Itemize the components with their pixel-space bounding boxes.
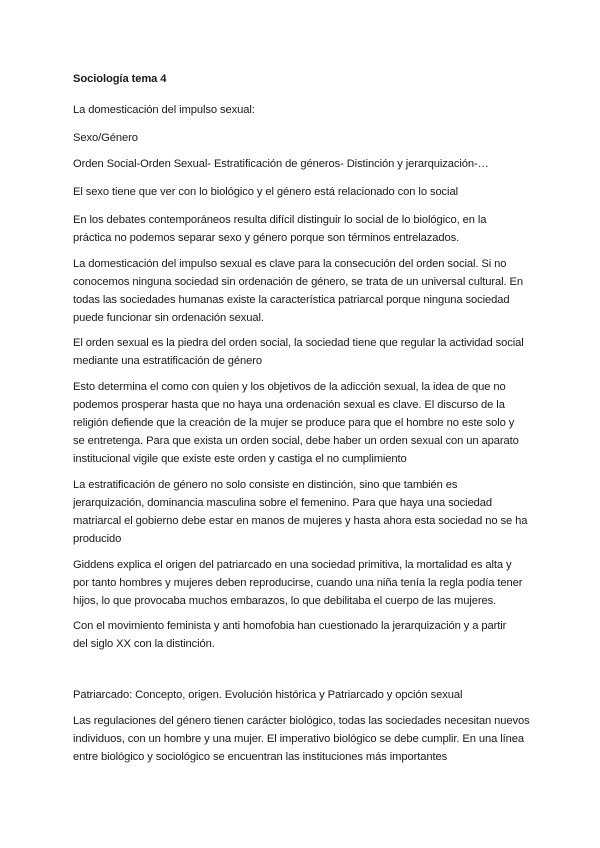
text-line: hijos, lo que provocaba muchos embarazos, lo que debilitaba el cuerpo de las mujeres. — [73, 595, 497, 607]
text-line: religión defiende que la creación de la mujer se produce para que el hombre no este solo y — [73, 417, 515, 429]
text-line: En los debates contemporáneos resulta difícil distinguir lo social de lo biológico, en la — [73, 214, 487, 226]
text-line: conocemos ninguna sociedad sin ordenación de género, se trata de un universal cultural. En — [73, 276, 523, 288]
text-line: entre biológico y sociológico se encuentran las instituciones más importantes — [73, 751, 448, 763]
text-line: institucional vigile que existe este orden y castiga el no cumplimiento — [73, 453, 407, 465]
paragraph-social-order: Orden Social-Orden Sexual- Estratificación de géneros- Distinción y jerarquización-… — [73, 158, 489, 170]
document-title: Sociología tema 4 — [73, 73, 167, 85]
text-line: todas las sociedades humanas existe la característica patriarcal porque ninguna sociedad — [73, 294, 510, 306]
heading-sex-gender: Sexo/Género — [73, 132, 138, 144]
text-line: matriarcal el gobierno debe estar en manos de mujeres y hasta ahora esta sociedad no se ha — [73, 515, 528, 527]
text-line: práctica no podemos separar sexo y género porque son términos entrelazados. — [73, 232, 460, 244]
text-line: Esto determina el como con quien y los objetivos de la adicción sexual, la idea de que no — [73, 381, 506, 393]
section-heading-patriarchy: Patriarcado: Concepto, origen. Evolución histórica y Patriarcado y opción sexual — [73, 689, 463, 701]
text-line: Giddens explica el origen del patriarcado en una sociedad primitiva, la mortalidad es alta y — [73, 559, 512, 571]
text-line: podemos prosperar hasta que no haya una ordenación sexual es clave. El discurso de la — [73, 399, 505, 411]
text-line: por tanto hombres y mujeres deben reproducirse, cuando una niña tenía la regla podía tener — [73, 577, 523, 589]
heading-domestication: La domesticación del impulso sexual: — [73, 104, 255, 116]
text-line: individuos, con un hombre y una mujer. El imperativo biológico se debe cumplir. En una línea — [73, 733, 524, 745]
text-line: se entretenga. Para que exista un orden social, debe haber un orden sexual con un aparato — [73, 435, 519, 447]
text-line: del siglo XX con la distinción. — [73, 638, 215, 650]
text-line: producido — [73, 533, 122, 545]
text-line: La estratificación de género no solo consiste en distinción, sino que también es — [73, 479, 458, 491]
text-line: El orden sexual es la piedra del orden social, la sociedad tiene que regular la actividad social — [73, 337, 524, 349]
text-line: puede funcionar sin ordenación sexual. — [73, 312, 264, 324]
text-line: Con el movimiento feminista y anti homofobia han cuestionado la jerarquización y a partir — [73, 620, 507, 632]
text-line: jerarquización, dominancia masculina sobre el femenino. Para que haya una sociedad — [73, 497, 493, 509]
text-line: Las regulaciones del género tienen carácter biológico, todas las sociedades necesitan nuevos — [73, 715, 530, 727]
text-line: La domesticación del impulso sexual es clave para la consecución del orden social. Si no — [73, 258, 507, 270]
text-line: mediante una estratificación de género — [73, 355, 262, 367]
paragraph-sex-gender: El sexo tiene que ver con lo biológico y el género está relacionado con lo social — [73, 186, 458, 198]
